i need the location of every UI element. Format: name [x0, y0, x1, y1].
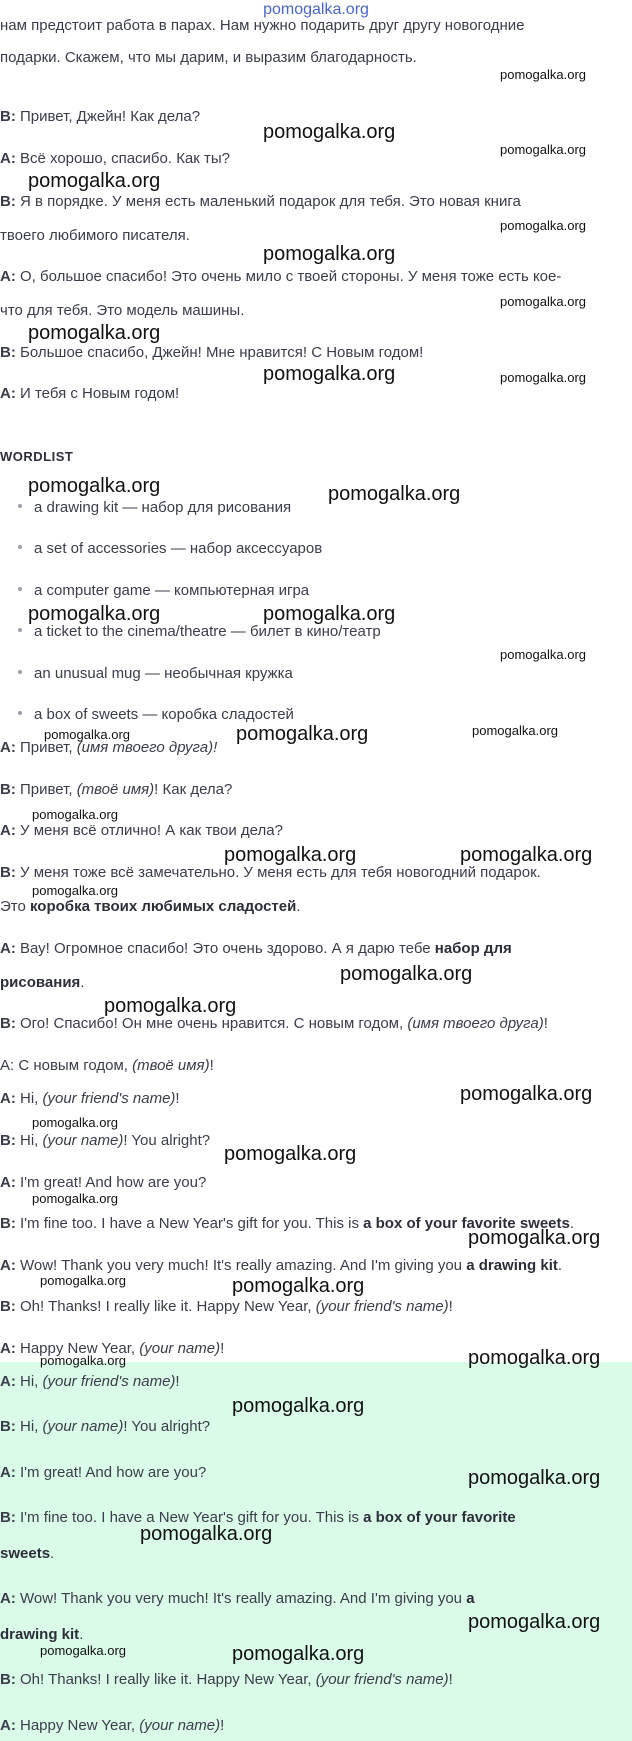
dialogue-line: B: Oh! Thanks! I really like it. Happy New Year, (your friend's name)! — [0, 1298, 453, 1315]
watermark: pomogalka.org — [232, 1643, 365, 1665]
dialogue-line: что для тебя. Это модель машины. — [0, 302, 245, 319]
watermark: pomogalka.org — [236, 723, 369, 745]
dialogue-line: B: Привет, Джейн! Как дела? — [0, 108, 201, 125]
wordlist-heading: WORDLIST — [0, 449, 74, 464]
watermark: pomogalka.org — [500, 67, 586, 82]
watermark: pomogalka.org — [40, 1353, 126, 1368]
watermark: pomogalka.org — [460, 844, 593, 866]
watermark: pomogalka.org — [224, 844, 357, 866]
dialogue-line: A: Hi, (your friend's name)! — [0, 1373, 180, 1390]
dialogue-line: drawing kit. — [0, 1626, 84, 1643]
wordlist-item: a drawing kit — набор для рисования — [18, 499, 291, 516]
dialogue-line: A: И тебя с Новым годом! — [0, 385, 180, 402]
dialogue-line: A: Всё хорошо, спасибо. Как ты? — [0, 150, 230, 167]
watermark: pomogalka.org — [224, 1143, 357, 1165]
watermark: pomogalka.org — [28, 322, 161, 344]
watermark: pomogalka.org — [468, 1611, 601, 1633]
bullet-icon — [18, 587, 22, 591]
dialogue-line: Это коробка твоих любимых сладостей. — [0, 898, 301, 915]
watermark: pomogalka.org — [32, 1191, 118, 1206]
dialogue-line: A: С новым годом, (твоё имя)! — [0, 1057, 214, 1074]
watermark: pomogalka.org — [340, 963, 473, 985]
bullet-icon — [18, 545, 22, 549]
watermark: pomogalka.org — [263, 121, 396, 143]
dialogue-line: B: Oh! Thanks! I really like it. Happy New Year, (your friend's name)! — [0, 1671, 453, 1688]
bullet-icon — [18, 628, 22, 632]
dialogue-line: A: Wow! Thank you very much! It's really amazing. And I'm giving you a — [0, 1590, 475, 1607]
dialogue-line: B: У меня тоже всё замечательно. У меня есть для тебя новогодний подарок. — [0, 864, 541, 881]
watermark: pomogalka.org — [500, 647, 586, 662]
site-watermark: pomogalka.org — [263, 1, 369, 18]
watermark: pomogalka.org — [32, 883, 118, 898]
watermark: pomogalka.org — [500, 294, 586, 309]
dialogue-line: B: Большое спасибо, Джейн! Мне нравится! С Новым годом! — [0, 344, 424, 361]
watermark: pomogalka.org — [40, 1643, 126, 1658]
watermark: pomogalka.org — [500, 142, 586, 157]
watermark: pomogalka.org — [263, 243, 396, 265]
watermark: pomogalka.org — [28, 170, 161, 192]
watermark: pomogalka.org — [32, 807, 118, 822]
bullet-icon — [18, 670, 22, 674]
watermark: pomogalka.org — [232, 1275, 365, 1297]
wordlist-item: a computer game — компьютерная игра — [18, 582, 309, 599]
bullet-icon — [18, 711, 22, 715]
watermark: pomogalka.org — [140, 1523, 273, 1545]
watermark: pomogalka.org — [263, 603, 396, 625]
bullet-icon — [18, 504, 22, 508]
dialogue-line: A: I'm great! And how are you? — [0, 1464, 207, 1481]
watermark: pomogalka.org — [40, 1273, 126, 1288]
watermark: pomogalka.org — [104, 995, 237, 1017]
watermark: pomogalka.org — [28, 603, 161, 625]
watermark: pomogalka.org — [44, 727, 130, 742]
dialogue-line: A: Вау! Огромное спасибо! Это очень здорово. А я дарю тебе набор для — [0, 940, 512, 957]
dialogue-line: A: Wow! Thank you very much! It's really amazing. And I'm giving you a drawing kit. — [0, 1257, 563, 1274]
watermark: pomogalka.org — [232, 1395, 365, 1417]
dialogue-line: B: Я в порядке. У меня есть маленький подарок для тебя. Это новая книга — [0, 193, 521, 210]
paragraph-line: подарки. Скажем, что мы дарим, и выразим благодарность. — [0, 49, 417, 66]
watermark: pomogalka.org — [263, 363, 396, 385]
watermark: pomogalka.org — [28, 475, 161, 497]
wordlist-item: a set of accessories — набор аксессуаров — [18, 540, 322, 557]
dialogue-line: A: I'm great! And how are you? — [0, 1174, 207, 1191]
watermark: pomogalka.org — [500, 218, 586, 233]
dialogue-line: B: Hi, (your name)! You alright? — [0, 1418, 211, 1435]
wordlist-item: a ticket to the cinema/theatre — билет в кино/театр — [18, 623, 381, 640]
dialogue-line: A: Happy New Year, (your name)! — [0, 1717, 225, 1734]
watermark: pomogalka.org — [468, 1467, 601, 1489]
dialogue-line: sweets. — [0, 1545, 55, 1562]
dialogue-line: рисования. — [0, 974, 85, 991]
watermark: pomogalka.org — [468, 1347, 601, 1369]
dialogue-line: твоего любимого писателя. — [0, 227, 190, 244]
wordlist-item: a box of sweets — коробка сладостей — [18, 706, 294, 723]
paragraph-line: нам предстоит работа в парах. Нам нужно подарить друг другу новогодние — [0, 17, 525, 34]
watermark: pomogalka.org — [328, 483, 461, 505]
watermark: pomogalka.org — [500, 370, 586, 385]
dialogue-line: B: I'm fine too. I have a New Year's gift for you. This is a box of your favorite sweets. — [0, 1215, 575, 1232]
dialogue-line: B: Привет, (твоё имя)! Как дела? — [0, 781, 233, 798]
watermark: pomogalka.org — [468, 1227, 601, 1249]
dialogue-line: B: Hi, (your name)! You alright? — [0, 1132, 211, 1149]
watermark: pomogalka.org — [472, 723, 558, 738]
wordlist-item: an unusual mug — необычная кружка — [18, 665, 293, 682]
dialogue-line: A: О, большое спасибо! Это очень мило с твоей стороны. У меня тоже есть кое- — [0, 268, 562, 285]
dialogue-line: A: У меня всё отлично! А как твои дела? — [0, 822, 283, 839]
dialogue-line: A: Hi, (your friend's name)! — [0, 1090, 180, 1107]
dialogue-line: A: Happy New Year, (your name)! — [0, 1340, 225, 1357]
watermark: pomogalka.org — [32, 1115, 118, 1130]
watermark: pomogalka.org — [460, 1083, 593, 1105]
dialogue-line: B: Ого! Спасибо! Он мне очень нравится. С новым годом, (имя твоего друга)! — [0, 1015, 548, 1032]
dialogue-line: A: Привет, (имя твоего друга)! — [0, 739, 218, 756]
dialogue-line: B: I'm fine too. I have a New Year's gift for you. This is a box of your favorite — [0, 1509, 516, 1526]
